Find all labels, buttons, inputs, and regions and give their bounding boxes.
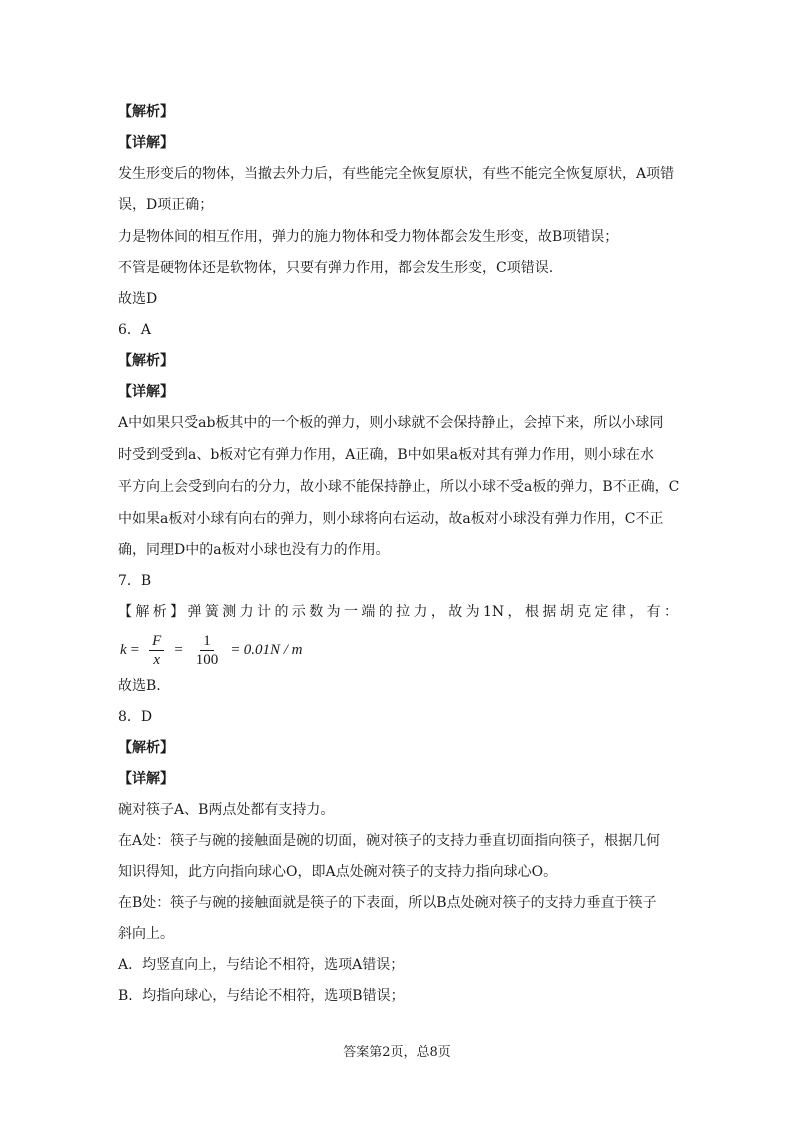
page-footer: 答案第2页，总8页	[343, 1045, 451, 1060]
question-number: 8．D	[118, 709, 153, 725]
paragraph-line: 确，同理D中的a板对小球也没有力的作用。	[118, 542, 390, 558]
paragraph-line: 误，D项正确；	[118, 197, 214, 213]
section-label-detail: 【详解】	[118, 384, 174, 400]
paragraph-line: 在A处：筷子与碗的接触面是碗的切面，碗对筷子的支持力垂直切面指向筷子，根据几何	[118, 833, 661, 849]
paragraph-line: 【解析】弹簧测力计的示数为一端的拉力，故为1N，根据胡克定律，有：	[118, 604, 678, 620]
paragraph-line: A中如果只受ab板其中的一个板的弹力，则小球就不会保持静止，会掉下来，所以小球同	[118, 415, 664, 431]
formula-equals: =	[174, 641, 183, 658]
fraction-denominator: 100	[195, 651, 219, 668]
paragraph-line: 不管是硬物体还是软物体，只要有弹力作用，都会发生形变，C项错误.	[118, 260, 554, 276]
fraction-numerator: 1	[200, 632, 214, 651]
option-line: B．均指向球心，与结论不相符，选项B错误；	[118, 988, 405, 1004]
paragraph-line: 斜向上。	[118, 926, 174, 942]
formula-result: 0.01N / m	[243, 641, 303, 658]
question-number: 6．A	[118, 322, 152, 338]
paragraph-line: 力是物体间的相互作用，弹力的施力物体和受力物体都会发生形变，故B项错误；	[118, 229, 619, 245]
paragraph-line: 故选B.	[118, 678, 161, 694]
fraction-numerator: F	[149, 632, 164, 651]
fraction-f-over-x	[149, 632, 164, 669]
paragraph-line: 在B处：筷子与碗的接触面就是筷子的下表面，所以B点处碗对筷子的支持力垂直于筷子	[118, 895, 657, 911]
section-label-analysis: 【解析】	[118, 353, 174, 369]
paragraph-line: 平方向上会受到向右的分力，故小球不能保持静止，所以小球不受a板的弹力，B不正确，C	[118, 479, 680, 495]
paragraph-line: 知识得知，此方向指向球心O，即A点处碗对筷子的支持力指向球心O。	[118, 864, 558, 880]
section-label-analysis: 【解析】	[118, 740, 174, 756]
paragraph-line: 时受到受到a、b板对它有弹力作用，A正确，B中如果a板对其有弹力作用，则小球在水	[118, 447, 655, 463]
formula-k: k	[120, 641, 127, 658]
paragraph-line: 中如果a板对小球有向右的弹力，则小球将向右运动，故a板对小球没有弹力作用，C不正	[118, 511, 664, 527]
fraction-one-over-hundred	[193, 632, 222, 669]
formula-equals: =	[231, 641, 240, 658]
formula-equals: =	[130, 641, 140, 658]
hooke-formula	[120, 628, 303, 672]
paragraph-line: 故选D	[118, 291, 158, 307]
fraction-denominator: x	[153, 651, 161, 668]
option-line: A．均竖直向上，与结论不相符，选项A错误；	[118, 957, 405, 973]
question-number: 7．B	[118, 573, 152, 589]
paragraph-line: 碗对筷子A、B两点处都有支持力。	[118, 802, 335, 818]
section-label-detail: 【详解】	[118, 771, 174, 787]
section-label-detail: 【详解】	[118, 135, 174, 151]
paragraph-line: 发生形变后的物体，当撤去外力后，有些能完全恢复原状，有些不能完全恢复原状，A项错	[118, 166, 675, 182]
section-label-analysis: 【解析】	[118, 104, 174, 120]
